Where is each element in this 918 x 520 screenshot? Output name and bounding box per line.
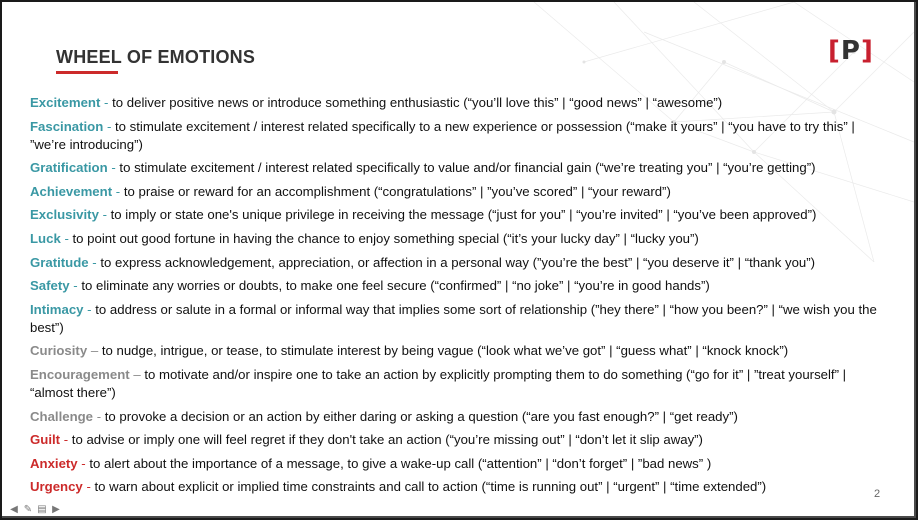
page-number: 2 [874, 488, 881, 500]
emotion-term: Guilt [30, 432, 61, 448]
list-item [30, 206, 890, 224]
separator: - [98, 207, 111, 223]
page-title: WHEEL OF EMOTIONS [56, 47, 256, 67]
emotion-description: to provoke a decision or an action by either daring or asking a question (“are you fast enough?” | “get ready”) [104, 408, 738, 424]
list-item [30, 118, 890, 154]
separator: - [60, 230, 73, 246]
emotion-term: Curiosity [30, 343, 88, 359]
emotion-description: to address or salute in a formal or informal way that implies some sort of relationship (”hey there” | “how you been?” | “we wish you the best”) [30, 301, 877, 335]
list-item [30, 342, 890, 360]
emotion-description: to eliminate any worries or doubts, to make one feel secure (“confirmed” | “no joke” | “you’re in good hands”) [81, 278, 710, 294]
list-item [30, 478, 890, 496]
emotion-description: to praise or reward for an accomplishment (“congratulations” | ”you’ve scored” | “your reward”) [123, 183, 671, 199]
separator: - [100, 95, 113, 110]
emotion-term: Intimacy [30, 301, 84, 317]
separator: - [60, 432, 72, 448]
separator: – [87, 343, 102, 359]
list-item [30, 94, 890, 112]
separator: - [107, 160, 120, 176]
list-item [30, 254, 890, 272]
logo-letter: P [840, 36, 859, 66]
title-underline [56, 71, 118, 74]
list-item [30, 277, 890, 295]
separator: - [82, 479, 95, 495]
emotion-term: Challenge [30, 408, 94, 424]
logo-bracket-left: [ [828, 36, 839, 66]
emotion-term: Anxiety [30, 455, 78, 471]
brand-logo [828, 36, 872, 66]
pen-icon[interactable]: ✎ [23, 504, 33, 515]
separator: - [69, 278, 82, 294]
emotion-description: to stimulate excitement / interest related specifically to a new experience or possession (“make it yours” | “you have to try this” | ”we’re introducing”) [30, 118, 855, 152]
separator: - [77, 455, 90, 471]
arrow-left-icon[interactable]: ◀ [10, 504, 18, 515]
emotion-description: to motivate and/or inspire one to take an action by explicitly prompting them to do something (“go for it” | ”treat yourself” | “almost there”) [30, 366, 847, 400]
list-item [30, 230, 890, 248]
separator: - [112, 183, 124, 199]
emotion-description: to nudge, intrigue, or tease, to stimulate interest by being vague (“look what we’ve got” | “guess what” | “knock knock”) [101, 343, 789, 359]
separator: – [129, 366, 145, 382]
emotion-description: to alert about the importance of a message, to give a wake-up call (“attention” | “don’t forget” | ”bad news” ) [89, 455, 712, 471]
logo-bracket-right: ] [860, 36, 872, 66]
emotion-term: Gratification [30, 160, 108, 176]
emotion-term: Gratitude [30, 254, 89, 270]
emotion-term: Exclusivity [30, 207, 99, 223]
emotion-term: Urgency [30, 479, 83, 495]
emotion-term: Luck [30, 230, 61, 246]
separator: - [83, 301, 96, 317]
list-item [30, 408, 890, 426]
emotion-term: Fascination [30, 118, 104, 134]
list-item [30, 366, 890, 402]
list-item [30, 431, 890, 449]
emotion-description: to express acknowledgement, appreciation, or affection in a personal way (”you’re the best” | “you deserve it” | “thank you”) [100, 254, 816, 270]
list-item [30, 301, 890, 337]
emotion-description: to warn about explicit or implied time constraints and call to action (“time is running out” | “urgent” | “time extended”) [94, 479, 767, 495]
menu-icon[interactable]: ▤ [37, 504, 47, 515]
list-item [30, 159, 890, 177]
emotion-term: Safety [30, 278, 70, 294]
emotion-term: Excitement [30, 95, 101, 110]
separator: - [103, 118, 116, 134]
emotion-term: Achievement [30, 183, 113, 199]
separator: - [93, 408, 105, 424]
slide-nav [8, 505, 62, 515]
emotion-description: to advise or imply one will feel regret if they don't take an action (“you’re missing out” | “don’t let it slip away”) [71, 432, 703, 448]
separator: - [88, 254, 101, 270]
emotion-description: to imply or state one's unique privilege in receiving the message (“just for you” | “you’re invited” | “you’ve been approved”) [110, 207, 817, 223]
emotion-list [30, 94, 890, 502]
emotion-description: to stimulate excitement / interest related specifically to value and/or financial gain (“we’re treating you” | “you’re getting”) [119, 160, 816, 176]
list-item [30, 455, 890, 473]
emotion-description: to deliver positive news or introduce something enthusiastic (“you’ll love this” | “good news” | “awesome”) [112, 95, 723, 110]
emotion-term: Encouragement [30, 366, 130, 382]
arrow-right-icon[interactable]: ▶ [52, 504, 60, 515]
list-item [30, 183, 890, 201]
emotion-description: to point out good fortune in having the chance to enjoy something special (“it’s your lucky day” | “lucky you”) [72, 230, 699, 246]
slide [2, 2, 916, 518]
